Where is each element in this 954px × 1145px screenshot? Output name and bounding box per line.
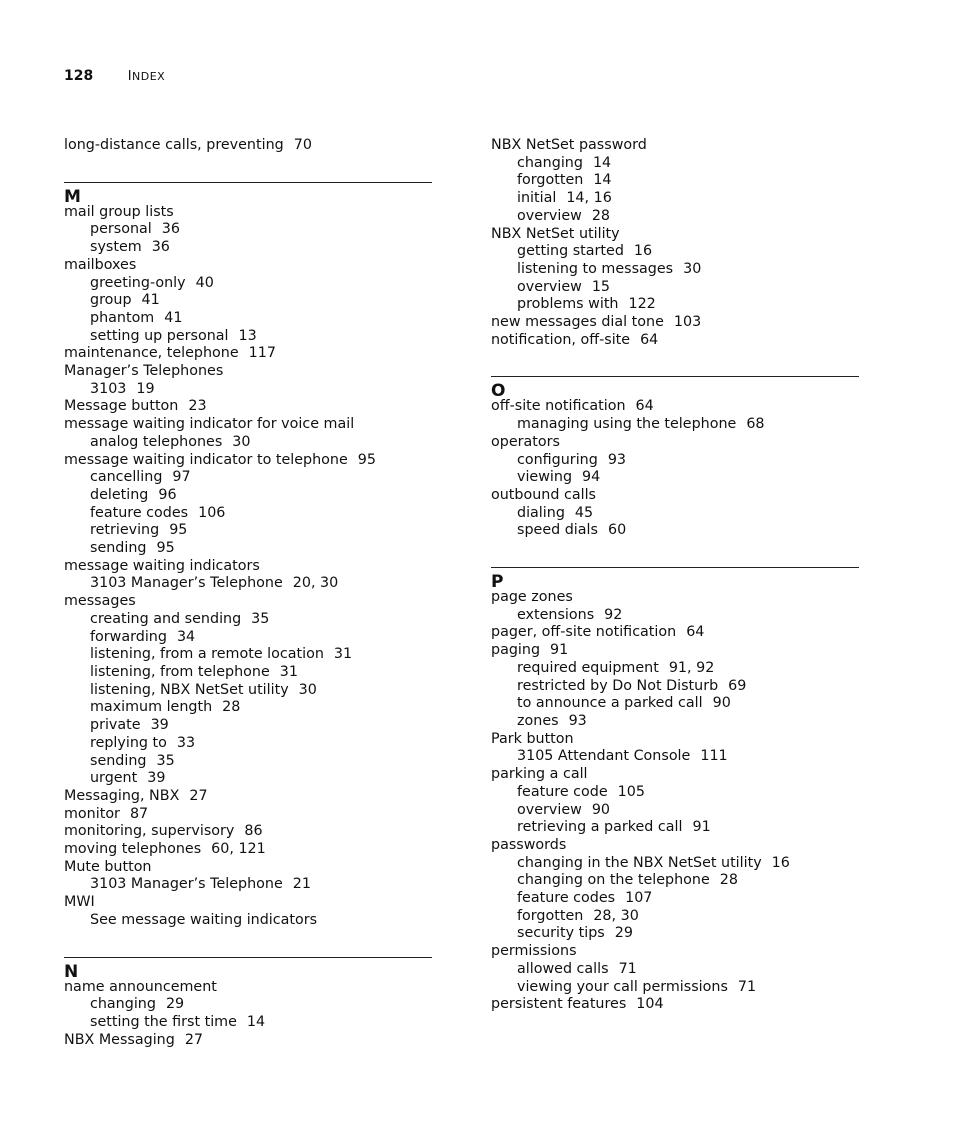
- entry-page-refs: 87: [129, 805, 149, 822]
- entry-page-refs: 27: [184, 1031, 204, 1048]
- entry-term: passwords: [491, 836, 567, 853]
- entry-term: replying to: [90, 734, 167, 751]
- index-entry: [64, 452, 432, 470]
- index-entry: [491, 589, 859, 607]
- index-subentry: [491, 261, 859, 279]
- entry-term: feature code: [517, 783, 608, 800]
- entry-page-refs: 95: [156, 540, 175, 557]
- index-subentry: [64, 275, 432, 293]
- index-entry: [64, 345, 432, 363]
- entry-term: Manager’s Telephones: [64, 363, 224, 380]
- entry-term: long-distance calls, preventing: [64, 137, 284, 153]
- entry-term: NBX Messaging: [64, 1031, 175, 1048]
- index-subentry: [491, 172, 859, 190]
- index-entry: [491, 226, 859, 244]
- entry-term: 3105 Attendant Console: [517, 748, 691, 765]
- index-subentry: [64, 717, 432, 735]
- index-subentry: [64, 487, 432, 505]
- entry-term: personal: [90, 221, 152, 238]
- running-title-rest: NDEX: [132, 70, 166, 83]
- entry-term: forgotten: [517, 907, 584, 924]
- index-subentry: [491, 784, 859, 802]
- index-subentry: [64, 912, 432, 930]
- entry-term: allowed calls: [517, 960, 609, 977]
- entry-page-refs: 27: [189, 787, 208, 804]
- entry-page-refs: 31: [279, 663, 298, 680]
- entry-page-refs: 40: [195, 274, 214, 291]
- entry-page-refs: 122: [628, 296, 656, 313]
- entry-page-refs: 14, 16: [566, 190, 612, 207]
- entry-term: phantom: [90, 309, 155, 326]
- index-entry: [64, 257, 432, 275]
- entry-term: forgotten: [517, 172, 584, 189]
- entry-page-refs: 111: [700, 748, 728, 765]
- entry-page-refs: 39: [147, 770, 166, 787]
- index-subentry: [64, 381, 432, 399]
- entry-page-refs: 16: [633, 243, 653, 260]
- index-subentry: [64, 575, 432, 593]
- entry-page-refs: 13: [238, 327, 257, 344]
- entry-term: private: [90, 717, 141, 734]
- entry-term: monitoring, supervisory: [64, 823, 235, 840]
- entry-page-refs: 31: [333, 646, 353, 663]
- index-entry: [64, 204, 432, 222]
- entry-page-refs: 60: [607, 522, 627, 539]
- entry-page-refs: 107: [625, 890, 653, 907]
- entry-term: 3103 Manager’s Telephone: [90, 575, 283, 592]
- running-title-initial: I: [127, 69, 133, 84]
- index-entry: [64, 788, 432, 806]
- entry-page-refs: 91: [550, 642, 569, 659]
- entry-term: setting up personal: [90, 327, 229, 344]
- entry-term: maximum length: [90, 699, 213, 716]
- entry-term: overview: [517, 801, 582, 818]
- entry-term: name announcement: [64, 978, 217, 995]
- entry-term: feature codes: [90, 504, 189, 521]
- entry-page-refs: 90: [591, 801, 611, 818]
- entry-term: security tips: [517, 925, 605, 942]
- entry-term: listening, from telephone: [90, 663, 270, 680]
- entry-page-refs: 94: [582, 469, 601, 486]
- entry-term: message waiting indicator to telephone: [64, 451, 348, 468]
- entry-term: urgent: [90, 770, 138, 787]
- index-subentry: [491, 208, 859, 226]
- entry-page-refs: 92: [604, 606, 623, 623]
- entry-term: creating and sending: [90, 610, 242, 627]
- index-subentry: [64, 239, 432, 257]
- entry-term: notification, off-site: [491, 331, 631, 348]
- entry-term: viewing your call permissions: [517, 978, 728, 995]
- index-entry: [64, 558, 432, 576]
- entry-page-refs: 39: [150, 717, 169, 734]
- entry-page-refs: 95: [357, 451, 376, 468]
- entry-term: configuring: [517, 451, 598, 468]
- entry-page-refs: 93: [607, 451, 627, 468]
- entry-term: persistent features: [491, 996, 627, 1013]
- entry-term: message waiting indicators: [64, 557, 260, 574]
- index-subentry: [491, 961, 859, 979]
- index-subentry: [64, 996, 432, 1014]
- entry-page-refs: 64: [635, 398, 654, 415]
- index-subentry: [491, 607, 859, 625]
- section-divider: [64, 182, 432, 183]
- index-entry: [64, 823, 432, 841]
- entry-page-refs: 15: [591, 278, 611, 295]
- entry-page-refs: 45: [574, 504, 594, 521]
- index-subentry: [64, 664, 432, 682]
- entry-term: listening, from a remote location: [90, 646, 324, 663]
- entry-term: speed dials: [517, 522, 598, 539]
- entry-term: pager, off-site notification: [491, 624, 677, 641]
- index-subentry: [491, 416, 859, 434]
- entry-term: messages: [64, 593, 136, 610]
- index-subentry: [491, 748, 859, 766]
- entry-term: changing: [517, 154, 583, 171]
- index-entry: [64, 806, 432, 824]
- entry-term: mailboxes: [64, 256, 137, 273]
- index-subentry: [491, 660, 859, 678]
- entry-term: problems with: [517, 296, 619, 313]
- page-number: 128: [64, 68, 94, 84]
- entry-term: greeting-only: [90, 274, 186, 291]
- index-subentry: [64, 505, 432, 523]
- entry-page-refs: 105: [617, 783, 645, 800]
- index-entry: [64, 1032, 432, 1050]
- index-subentry: [64, 292, 432, 310]
- index-subentry: [491, 713, 859, 731]
- entry-term: sending: [90, 752, 147, 769]
- index-subentry: [64, 629, 432, 647]
- index-subentry: [64, 646, 432, 664]
- entry-term: getting started: [517, 243, 624, 260]
- entry-term: paging: [491, 642, 541, 659]
- index-subentry: [491, 802, 859, 820]
- entry-term: restricted by Do Not Disturb: [517, 677, 719, 694]
- index-column-right: [491, 137, 859, 1014]
- entry-page-refs: 106: [198, 504, 226, 521]
- entry-term: sending: [90, 540, 147, 557]
- section-letter: O: [491, 381, 506, 402]
- index-subentry: [64, 469, 432, 487]
- entry-term: See message waiting indicators: [90, 911, 318, 928]
- entry-term: changing: [90, 996, 156, 1013]
- index-subentry: [491, 522, 859, 540]
- index-subentry: [491, 243, 859, 261]
- index-subentry: [491, 890, 859, 908]
- entry-page-refs: 30: [683, 260, 702, 277]
- entry-term: listening to messages: [517, 260, 674, 277]
- entry-term: retrieving a parked call: [517, 819, 683, 836]
- entry-page-refs: 14: [593, 172, 612, 189]
- entry-page-refs: 68: [746, 416, 765, 433]
- entry-page-refs: 14: [246, 1013, 266, 1030]
- entry-term: moving telephones: [64, 841, 202, 858]
- entry-term: retrieving: [90, 522, 160, 539]
- entry-page-refs: 23: [188, 398, 207, 415]
- index-entry: [491, 434, 859, 452]
- index-entry: [64, 841, 432, 859]
- entry-page-refs: 16: [771, 854, 790, 871]
- entry-term: 3103 Manager’s Telephone: [90, 876, 283, 893]
- index-subentry: [64, 735, 432, 753]
- entry-page-refs: 93: [568, 712, 587, 729]
- entry-term: Mute button: [64, 858, 152, 875]
- index-subentry: [491, 279, 859, 297]
- section-divider: [64, 957, 432, 958]
- entry-page-refs: 91, 92: [668, 659, 715, 676]
- entry-page-refs: 117: [248, 345, 276, 362]
- index-subentry: [491, 855, 859, 873]
- index-subentry: [64, 522, 432, 540]
- entry-page-refs: 91: [692, 819, 711, 836]
- entry-term: listening, NBX NetSet utility: [90, 681, 289, 698]
- index-entry: [491, 943, 859, 961]
- entry-term: off-site notification: [491, 398, 626, 415]
- index-entry: [491, 624, 859, 642]
- entry-page-refs: 60, 121: [211, 841, 266, 858]
- entry-page-refs: 30: [298, 681, 317, 698]
- entry-page-refs: 103: [673, 314, 702, 331]
- entry-page-refs: 29: [614, 925, 633, 942]
- entry-page-refs: 41: [164, 309, 183, 326]
- entry-term: to announce a parked call: [517, 695, 703, 712]
- index-entry: [64, 416, 432, 434]
- entry-term: viewing: [517, 469, 573, 486]
- entry-page-refs: 104: [636, 996, 664, 1013]
- section-divider: [491, 376, 859, 377]
- entry-page-refs: 35: [251, 610, 270, 627]
- entry-term: Message button: [64, 398, 179, 415]
- page-header: [64, 68, 165, 84]
- entry-term: new messages dial tone: [491, 314, 664, 331]
- index-column-left: [64, 137, 432, 1049]
- index-subentry: [64, 699, 432, 717]
- section-letter: P: [491, 572, 504, 593]
- index-entry: [491, 642, 859, 660]
- entry-term: group: [90, 292, 132, 309]
- entry-page-refs: 95: [169, 522, 188, 539]
- index-subentry: [491, 155, 859, 173]
- entry-page-refs: 64: [640, 331, 659, 348]
- entry-term: page zones: [491, 589, 573, 606]
- index-subentry: [64, 770, 432, 788]
- entry-term: parking a call: [491, 766, 588, 783]
- entry-page-refs: 33: [176, 734, 196, 751]
- entry-term: system: [90, 239, 142, 256]
- index-subentry: [491, 678, 859, 696]
- entry-page-refs: 28: [591, 207, 611, 224]
- index-entry: [64, 979, 432, 997]
- entry-page-refs: 14: [592, 154, 612, 171]
- entry-term: NBX NetSet password: [491, 137, 647, 153]
- entry-page-refs: 36: [151, 239, 170, 256]
- entry-term: MWI: [64, 894, 95, 911]
- index-entry: [64, 398, 432, 416]
- entry-term: extensions: [517, 606, 595, 623]
- entry-page-refs: 34: [176, 628, 196, 645]
- index-entry: [491, 996, 859, 1014]
- entry-term: 3103: [90, 380, 127, 397]
- section-letter: M: [64, 186, 81, 207]
- index-subentry: [64, 540, 432, 558]
- index-subentry: [64, 1014, 432, 1032]
- index-entry: [491, 332, 859, 350]
- entry-page-refs: 28, 30: [593, 907, 639, 924]
- entry-term: Park button: [491, 730, 574, 747]
- index-subentry: [64, 434, 432, 452]
- entry-term: feature codes: [517, 890, 616, 907]
- index-entry: [64, 859, 432, 877]
- entry-page-refs: 71: [737, 978, 757, 995]
- entry-page-refs: 35: [156, 752, 175, 769]
- index-subentry: [64, 753, 432, 771]
- index-entry: [491, 731, 859, 749]
- index-subentry: [491, 452, 859, 470]
- entry-term: overview: [517, 278, 582, 295]
- entry-term: initial: [517, 190, 557, 207]
- entry-page-refs: 20, 30: [292, 575, 339, 592]
- entry-term: forwarding: [90, 628, 167, 645]
- entry-term: required equipment: [517, 659, 659, 676]
- entry-term: Messaging, NBX: [64, 787, 180, 804]
- entry-term: overview: [517, 207, 582, 224]
- entry-page-refs: 29: [165, 996, 185, 1013]
- entry-page-refs: 86: [244, 823, 263, 840]
- index-subentry: [64, 611, 432, 629]
- index-subentry: [64, 876, 432, 894]
- index-subentry: [64, 310, 432, 328]
- entry-term: deleting: [90, 486, 149, 503]
- index-subentry: [491, 296, 859, 314]
- index-subentry: [491, 469, 859, 487]
- entry-term: zones: [517, 712, 559, 729]
- section-divider: [491, 567, 859, 568]
- entry-page-refs: 71: [618, 960, 637, 977]
- entry-page-refs: 28: [719, 872, 738, 889]
- entry-term: mail group lists: [64, 203, 174, 220]
- entry-term: outbound calls: [491, 486, 596, 503]
- index-subentry: [491, 190, 859, 208]
- entry-page-refs: 41: [141, 292, 160, 309]
- entry-term: analog telephones: [90, 433, 223, 450]
- index-subentry: [64, 221, 432, 239]
- entry-page-refs: 28: [222, 699, 241, 716]
- index-entry: [64, 363, 432, 381]
- entry-page-refs: 69: [728, 677, 747, 694]
- index-entry: [64, 593, 432, 611]
- index-subentry: [491, 979, 859, 997]
- entry-term: permissions: [491, 943, 577, 960]
- index-entry: [64, 894, 432, 912]
- index-entry: [491, 398, 859, 416]
- index-entry: [491, 137, 859, 155]
- entry-page-refs: 90: [712, 695, 731, 712]
- index-subentry: [491, 819, 859, 837]
- running-title: [128, 69, 166, 84]
- index-entry: [491, 837, 859, 855]
- entry-term: maintenance, telephone: [64, 345, 239, 362]
- index-entry: [491, 487, 859, 505]
- entry-term: cancelling: [90, 469, 163, 486]
- entry-term: operators: [491, 433, 560, 450]
- entry-page-refs: 97: [172, 469, 191, 486]
- index-subentry: [64, 682, 432, 700]
- index-entry: [491, 766, 859, 784]
- entry-page-refs: 96: [158, 486, 177, 503]
- entry-term: NBX NetSet utility: [491, 225, 620, 242]
- entry-term: message waiting indicator for voice mail: [64, 416, 355, 433]
- index-subentry: [491, 695, 859, 713]
- entry-page-refs: 19: [136, 380, 155, 397]
- entry-page-refs: 30: [232, 433, 251, 450]
- entry-page-refs: 70: [293, 137, 312, 153]
- index-subentry: [491, 872, 859, 890]
- entry-page-refs: 64: [686, 624, 705, 641]
- index-subentry: [64, 328, 432, 346]
- index-subentry: [491, 925, 859, 943]
- index-entry: [491, 314, 859, 332]
- entry-term: dialing: [517, 504, 565, 521]
- entry-term: monitor: [64, 805, 120, 822]
- entry-term: setting the first time: [90, 1013, 237, 1030]
- index-entry: [64, 137, 432, 155]
- entry-term: changing on the telephone: [517, 872, 710, 889]
- entry-term: managing using the telephone: [517, 416, 737, 433]
- index-subentry: [491, 505, 859, 523]
- entry-page-refs: 21: [292, 876, 311, 893]
- index-subentry: [491, 908, 859, 926]
- section-letter: N: [64, 961, 79, 982]
- entry-page-refs: 36: [161, 221, 180, 238]
- entry-term: changing in the NBX NetSet utility: [517, 854, 762, 871]
